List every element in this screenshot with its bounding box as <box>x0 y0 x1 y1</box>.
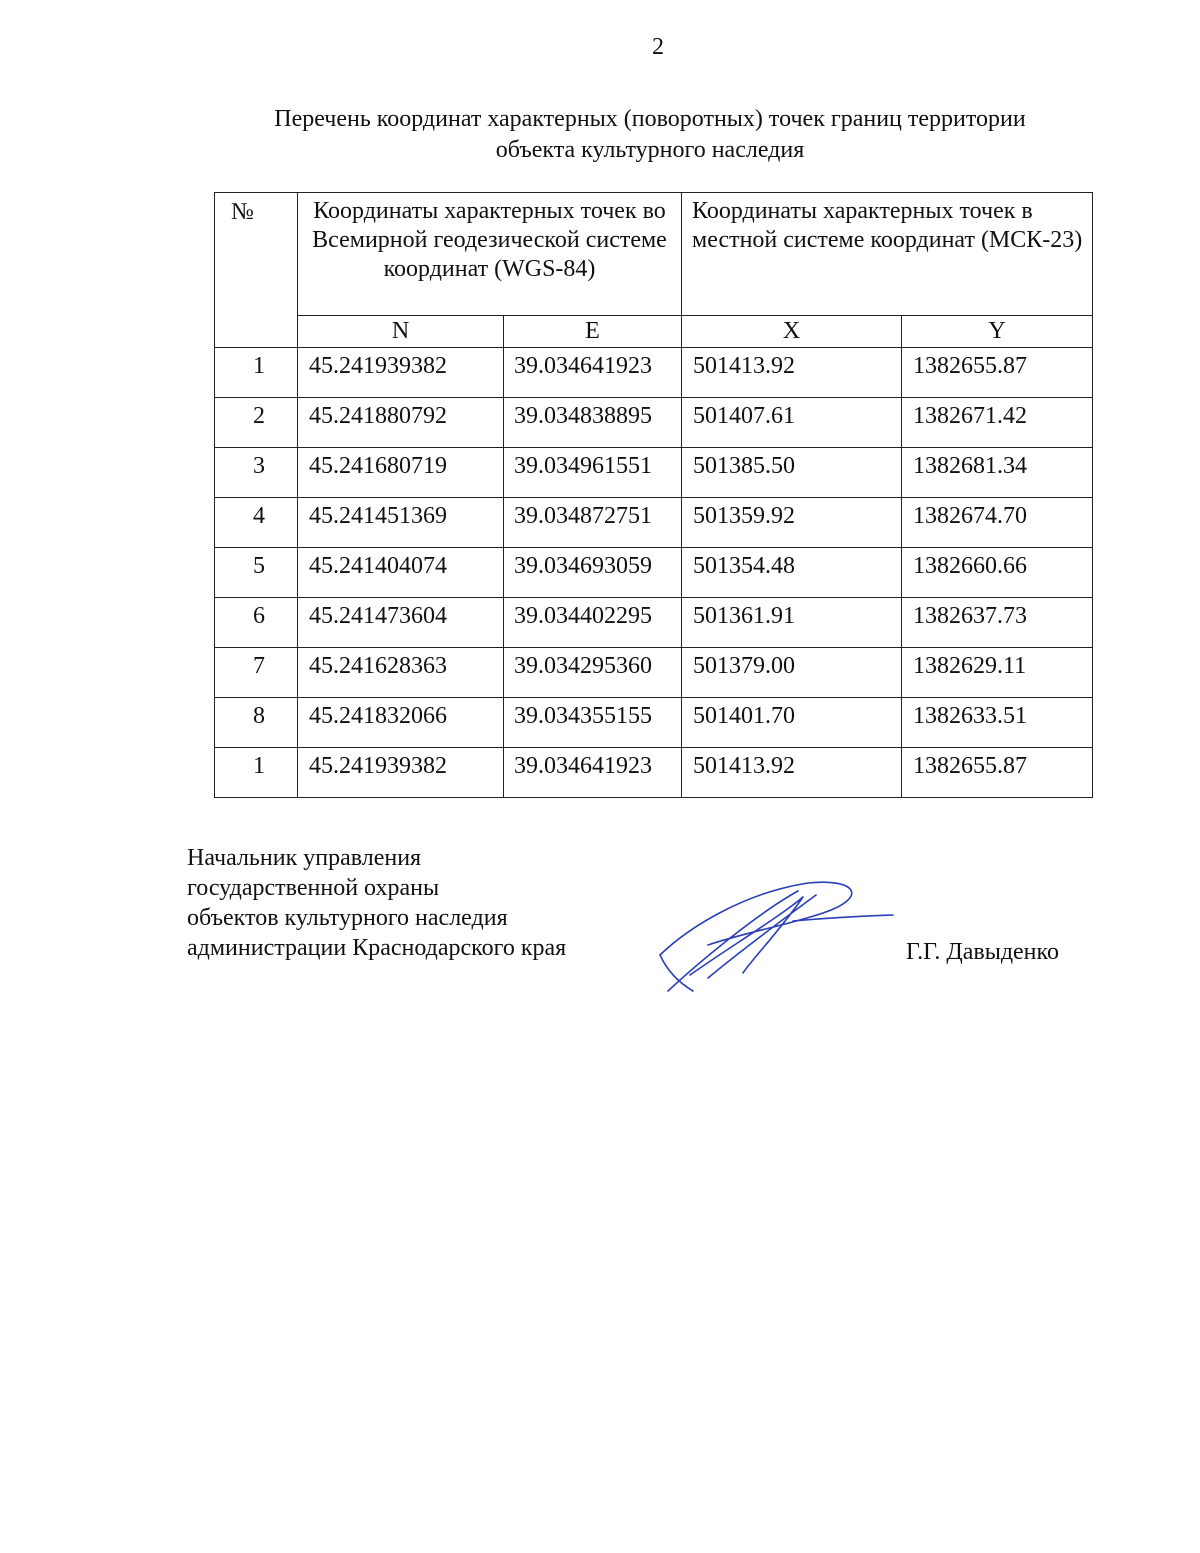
cell-point-number: 2 <box>215 398 298 448</box>
cell-y: 1382655.87 <box>902 348 1093 398</box>
signature-stroke <box>690 897 803 975</box>
signer-position-line-2: государственной охраны <box>187 875 440 901</box>
coordinates-table <box>214 192 1093 798</box>
cell-point-number: 3 <box>215 448 298 498</box>
cell-e: 39.034355155 <box>504 698 682 748</box>
header-msk23: Координаты характерных точек в местной системе координат (МСК-23) <box>682 193 1093 316</box>
title-line-2: объекта культурного наследия <box>495 137 805 163</box>
table-row <box>215 648 1093 698</box>
table-row <box>215 748 1093 798</box>
cell-point-number: 5 <box>215 548 298 598</box>
cell-e: 39.034693059 <box>504 548 682 598</box>
cell-e: 39.034961551 <box>504 448 682 498</box>
signer-position-line-1: Начальник управления <box>187 845 422 871</box>
header-number: № <box>215 193 298 348</box>
table-row <box>215 398 1093 448</box>
cell-x: 501379.00 <box>682 648 902 698</box>
cell-x: 501407.61 <box>682 398 902 448</box>
subheader-x: X <box>682 316 902 348</box>
cell-point-number: 4 <box>215 498 298 548</box>
cell-y: 1382637.73 <box>902 598 1093 648</box>
cell-e: 39.034872751 <box>504 498 682 548</box>
subheader-y: Y <box>902 316 1093 348</box>
handwritten-signature <box>648 873 898 998</box>
cell-e: 39.034641923 <box>504 348 682 398</box>
page-number: 2 <box>652 34 664 60</box>
cell-x: 501354.48 <box>682 548 902 598</box>
cell-n: 45.241832066 <box>298 698 504 748</box>
cell-x: 501413.92 <box>682 748 902 798</box>
header-wgs84: Координаты характерных точек во Всемирной геодезической системе координат (WGS-84) <box>298 193 682 316</box>
cell-x: 501359.92 <box>682 498 902 548</box>
title-line-1: Перечень координат характерных (поворотных) точек границ территории <box>274 106 1026 132</box>
table-row <box>215 598 1093 648</box>
cell-x: 501413.92 <box>682 348 902 398</box>
table-row <box>215 498 1093 548</box>
cell-point-number: 8 <box>215 698 298 748</box>
cell-n: 45.241628363 <box>298 648 504 698</box>
cell-point-number: 6 <box>215 598 298 648</box>
table-row <box>215 448 1093 498</box>
cell-y: 1382660.66 <box>902 548 1093 598</box>
cell-y: 1382681.34 <box>902 448 1093 498</box>
cell-e: 39.034838895 <box>504 398 682 448</box>
signer-position <box>187 843 566 963</box>
subheader-e: E <box>504 316 682 348</box>
cell-e: 39.034641923 <box>504 748 682 798</box>
signature-stroke <box>708 895 816 978</box>
cell-y: 1382655.87 <box>902 748 1093 798</box>
cell-n: 45.241473604 <box>298 598 504 648</box>
cell-n: 45.241939382 <box>298 748 504 798</box>
cell-x: 501385.50 <box>682 448 902 498</box>
document-title <box>200 104 1100 166</box>
cell-point-number: 1 <box>215 348 298 398</box>
cell-e: 39.034402295 <box>504 598 682 648</box>
table-row <box>215 348 1093 398</box>
cell-x: 501401.70 <box>682 698 902 748</box>
cell-n: 45.241404074 <box>298 548 504 598</box>
cell-x: 501361.91 <box>682 598 902 648</box>
subheader-n: N <box>298 316 504 348</box>
table-row <box>215 698 1093 748</box>
signer-position-line-4: администрации Краснодарского края <box>187 935 567 961</box>
cell-point-number: 7 <box>215 648 298 698</box>
cell-point-number: 1 <box>215 748 298 798</box>
cell-n: 45.241680719 <box>298 448 504 498</box>
signer-name: Г.Г. Давыденко <box>906 939 1059 965</box>
cell-e: 39.034295360 <box>504 648 682 698</box>
cell-n: 45.241451369 <box>298 498 504 548</box>
cell-n: 45.241939382 <box>298 348 504 398</box>
cell-n: 45.241880792 <box>298 398 504 448</box>
table-body <box>215 348 1093 798</box>
table-row <box>215 548 1093 598</box>
cell-y: 1382674.70 <box>902 498 1093 548</box>
signer-position-line-3: объектов культурного наследия <box>187 905 508 931</box>
cell-y: 1382629.11 <box>902 648 1093 698</box>
cell-y: 1382633.51 <box>902 698 1093 748</box>
cell-y: 1382671.42 <box>902 398 1093 448</box>
